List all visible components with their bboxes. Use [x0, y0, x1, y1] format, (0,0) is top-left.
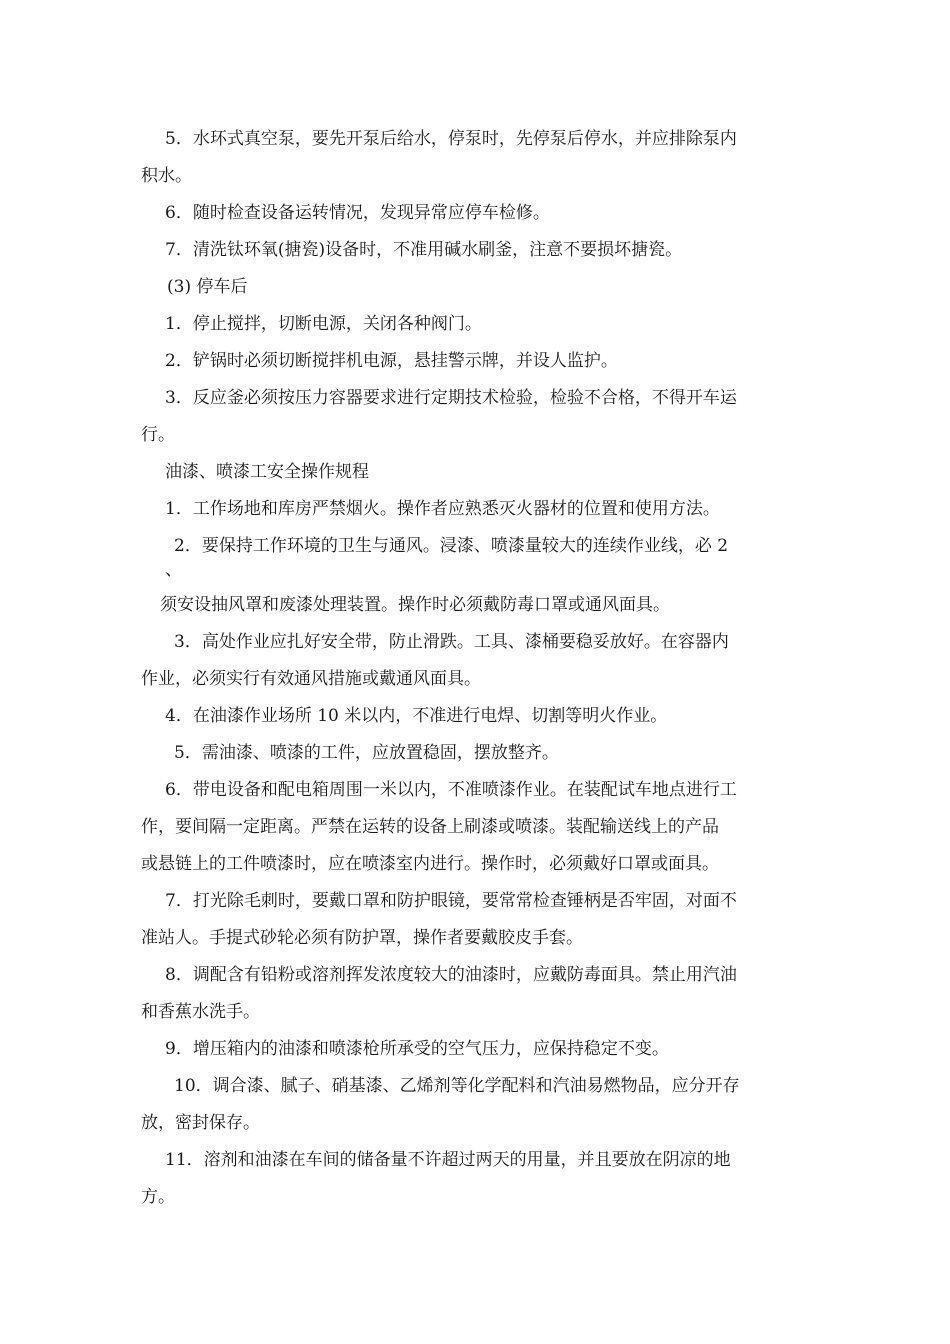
text-line: 方。: [141, 1187, 175, 1207]
text-line: 2．要保持工作环境的卫生与通风。浸漆、喷漆量较大的连续作业线，必 2: [174, 536, 729, 556]
text-line: 作业，必须实行有效通风措施或戴通风面具。: [141, 669, 481, 689]
text-line: 6．随时检查设备运转情况，发现异常应停车检修。: [165, 203, 550, 223]
text-line: 1．停止搅拌，切断电源，关闭各种阀门。: [165, 314, 482, 334]
text-line: 4．在油漆作业场所 10 米以内，不准进行电焊、切割等明火作业。: [165, 706, 668, 726]
text-line: 3．反应釜必须按压力容器要求进行定期技术检验，检验不合格，不得开车运: [165, 388, 737, 408]
text-line: 7．清洗钛环氧(搪瓷)设备时，不准用碱水刷釜，注意不要损坏搪瓷。: [165, 240, 683, 260]
text-line: 1．工作场地和库房严禁烟火。操作者应熟悉灭火器材的位置和使用方法。: [165, 499, 720, 519]
text-line: 须安设抽风罩和废漆处理装置。操作时必须戴防毒口罩或通风面具。: [160, 595, 670, 615]
text-line: 准站人。手提式砂轮必须有防护罩，操作者要戴胶皮手套。: [141, 928, 583, 948]
text-line: 2．铲锅时必须切断搅拌机电源，悬挂警示牌，并设人监护。: [165, 351, 618, 371]
document-title: 油漆、喷漆工安全操作规程: [165, 462, 369, 482]
text-line: 6．带电设备和配电箱周围一米以内，不准喷漆作业。在装配试车地点进行工: [165, 780, 737, 800]
text-line: 8．调配含有铅粉或溶剂挥发浓度较大的油漆时，应戴防毒面具。禁止用汽油: [165, 965, 737, 985]
text-line: 和香蕉水洗手。: [141, 1002, 260, 1022]
text-line: 或悬链上的工件喷漆时，应在喷漆室内进行。操作时，必须戴好口罩或面具。: [141, 854, 719, 874]
text-line: 9．增压箱内的油漆和喷漆枪所承受的空气压力，应保持稳定不变。: [165, 1039, 669, 1059]
text-line: 作，要间隔一定距离。严禁在运转的设备上刷漆或喷漆。装配输送线上的产品: [141, 817, 719, 837]
text-line: 3．高处作业应扎好安全带，防止滑跌。工具、漆桶要稳妥放好。在容器内: [174, 632, 729, 652]
text-line: 行。: [141, 425, 175, 445]
text-line: 10．调合漆、腻子、硝基漆、乙烯剂等化学配料和汽油易燃物品，应分开存: [174, 1076, 740, 1096]
section-heading: (3) 停车后: [167, 277, 248, 297]
text-line: 5．水环式真空泵，要先开泵后给水，停泵时，先停泵后停水，并应排除泵内: [165, 129, 737, 149]
text-line: 11．溶剂和油漆在车间的储备量不许超过两天的用量，并且要放在阴凉的地: [165, 1150, 731, 1170]
text-line: 、: [165, 560, 182, 580]
text-line: 5．需油漆、喷漆的工件，应放置稳固，摆放整齐。: [174, 743, 559, 763]
text-line: 积水。: [141, 166, 192, 186]
text-line: 放，密封保存。: [141, 1113, 260, 1133]
text-line: 7．打光除毛刺时，要戴口罩和防护眼镜，要常常检查锤柄是否牢固，对面不: [165, 891, 737, 911]
